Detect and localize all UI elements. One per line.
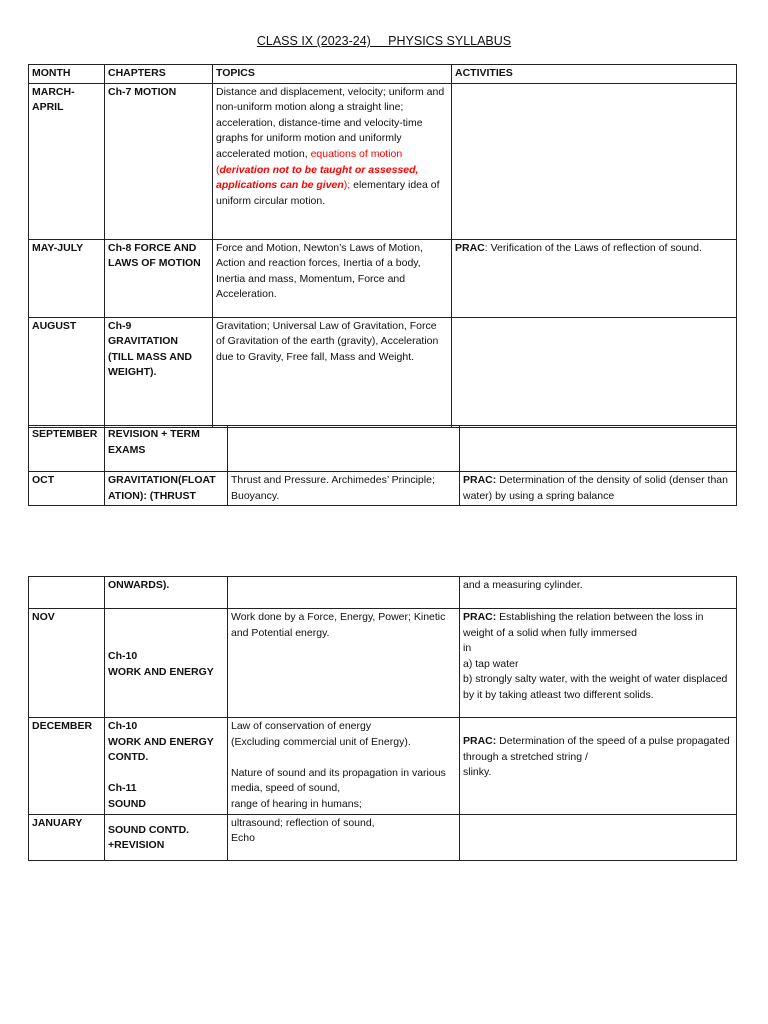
activity-cell [460,814,737,860]
month-cell [29,577,105,609]
chapter-text: SOUND CONTD. +REVISION [108,823,190,852]
topics-cell: Force and Motion, Newton’s Laws of Motion, Action and reaction forces, Inertia of a body, Inertia and mass, Momentum, Force and Acceleration. [213,239,452,317]
topics-red-text: equations of motion ( [216,147,403,176]
month-cell: SEPTEMBER [29,426,105,472]
activity-cell: and a measuring cylinder. [460,577,737,609]
activity-cell [460,426,737,472]
topics-text: Law of conservation of energy (Excluding commercial unit of Energy). [231,720,411,748]
table-row-march-april [29,83,737,239]
chapter-text-2: Ch-11 SOUND [108,782,146,810]
activity-cell [452,239,737,317]
topics-text: Distance and displacement, velocity; uniform and non-uniform motion along a straight line; acceleration, distance-time and velocity-time graphs for uniform motion and uniformly accelerated motion, [216,85,445,160]
chapter-cell: Ch-7 MOTION [105,83,213,239]
prac-text: Establishing the relation between the loss in weight of a solid when fully immersed in a) tap water b) strongly salty water, with the weight of water displaced by it by taking atleast two different solids. [463,611,728,701]
topics-cell: Gravitation; Universal Law of Gravitation, Force of Gravitation of the earth (gravity), Acceleration due to Gravity, Free fall, Mass and Weight. [213,317,452,427]
header-activities: ACTIVITIES [452,65,737,84]
activity-cell [460,472,737,506]
month-cell: MARCH- APRIL [29,83,105,239]
table-row-august [29,317,737,427]
chapter-cell [105,718,228,815]
activity-cell [452,83,737,239]
month-cell: JANUARY [29,814,105,860]
table-row-continued [29,577,737,609]
month-cell: NOV [29,609,105,718]
prac-text: Determination of the speed of a pulse propagated through a stretched string / slinky. [463,735,730,779]
activity-cell [460,718,737,815]
syllabus-table-2 [28,576,737,861]
topics-cell: Work done by a Force, Energy, Power; Kinetic and Potential energy. [228,609,460,718]
header-month: MONTH [29,65,105,84]
chapter-cell: REVISION + TERM EXAMS [105,426,228,472]
header-topics: TOPICS [213,65,452,84]
chapter-cell: ONWARDS). [105,577,228,609]
prac-label: PRAC: [463,611,497,623]
chapter-text: Ch-10 WORK AND ENERGY CONTD. [108,720,214,764]
month-cell: OCT [29,472,105,506]
syllabus-table-1 [28,64,737,428]
chapter-cell: GRAVITATION(FLOAT ATION): (THRUST [105,472,228,506]
topics-cell: Thrust and Pressure. Archimedes’ Principle; Buoyancy. [228,472,460,506]
topics-cell [228,718,460,815]
chapter-text: Ch-10 WORK AND ENERGY [108,650,214,678]
topics-cell [228,577,460,609]
month-cell: DECEMBER [29,718,105,815]
header-row [29,65,737,84]
chapter-cell: Ch-8 FORCE AND LAWS OF MOTION [105,239,213,317]
topics-text-2: Nature of sound and its propagation in various media, speed of sound, range of hearing in humans; [231,766,446,810]
prac-text: Determination of the density of solid (denser than water) by using a spring balance [463,474,728,502]
syllabus-table-1-continued [28,425,737,506]
topics-red-close: ); [343,179,351,192]
chapter-cell: Ch-9 GRAVITATION (TILL MASS AND WEIGHT). [105,317,213,427]
topics-tail: elementary idea of uniform circular motion. [216,179,440,207]
topics-cell: ultrasound; reflection of sound, Echo [228,814,460,860]
prac-label: PRAC: [463,474,497,486]
table-row-september [29,426,737,472]
table-row-nov [29,609,737,718]
chapter-cell [105,814,228,860]
table-row-may-july [29,239,737,317]
activity-cell [460,609,737,718]
table-row-december [29,718,737,815]
month-cell: MAY-JULY [29,239,105,317]
topics-cell [213,83,452,239]
prac-text: : Verification of the Laws of reflection of sound. [484,241,702,254]
prac-label: PRAC [455,241,485,254]
table-row-oct [29,472,737,506]
topics-red-emphasis: derivation not to be taught or assessed, applications can be given [216,163,419,192]
page-title: CLASS IX (2023-24) PHYSICS SYLLABUS [256,34,512,48]
month-cell: AUGUST [29,317,105,427]
header-chapters: CHAPTERS [105,65,213,84]
topics-cell [228,426,460,472]
chapter-cell [105,609,228,718]
prac-label: PRAC: [463,735,497,747]
activity-cell [452,317,737,427]
table-row-january [29,814,737,860]
